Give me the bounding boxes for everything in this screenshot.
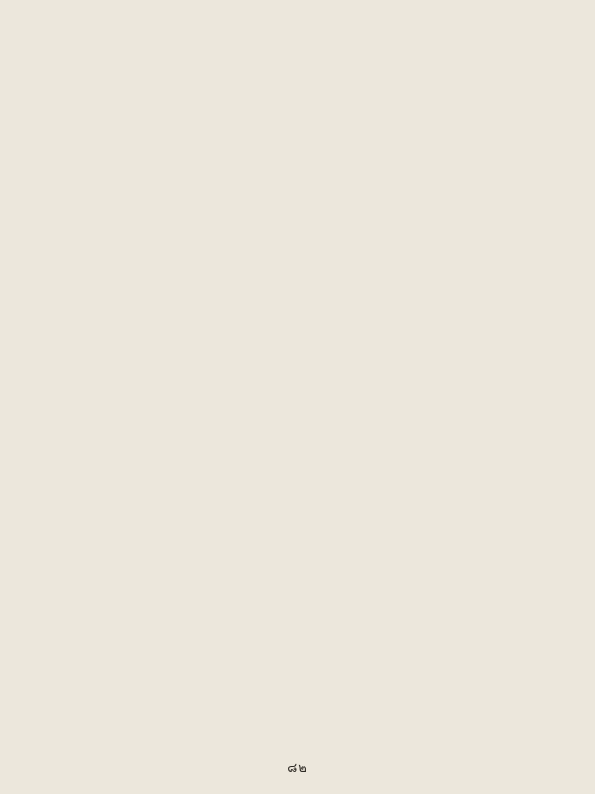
right-column [401, 26, 579, 750]
left-column [16, 26, 194, 750]
page-number: ๘๒ [287, 761, 308, 776]
middle-column [208, 26, 386, 750]
text-columns [16, 26, 579, 750]
